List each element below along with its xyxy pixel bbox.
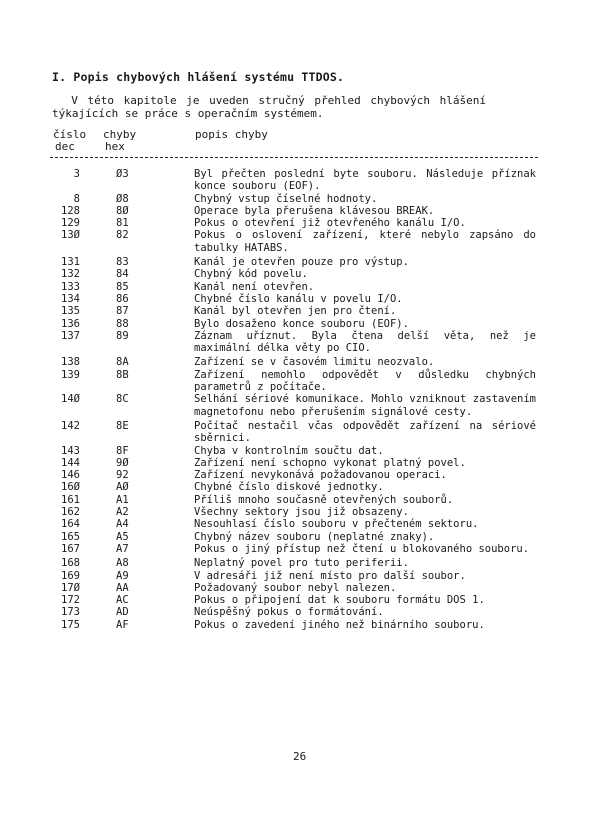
error-description: Nesouhlasí číslo souboru v přečteném sektoru. [194,518,479,531]
table-row [0,619,600,631]
error-code-hex: A9 [116,569,129,582]
error-code-dec: 8 [73,192,80,205]
error-description: Pokus o zavedení jiného než binárního souboru. [194,618,485,631]
error-code-hex: 81 [116,217,129,230]
error-code-dec: 142 [61,419,80,432]
error-description: Chybný kód povelu. [194,268,308,281]
error-description: Zařízení nevykonává požadovanou operaci. [194,469,447,482]
error-code-dec: 164 [61,518,80,531]
error-code-hex: 8C [116,393,129,406]
error-description: Příliš mnoho současně otevřených souborů. [194,493,454,506]
error-code-hex: A4 [116,518,129,531]
table-row [0,168,600,193]
error-description: Pokus o připojení dat k souboru formátu DOS 1. [194,594,485,607]
column-header-hex [103,129,136,153]
error-code-hex: 86 [116,292,129,305]
column-header-hex-sub: hex [105,140,125,153]
intro-line-2: týkajících se práce s operačním systémem. [52,107,324,120]
intro-line-1: V této kapitole je uveden stručný přehled chybových hlášení [52,94,486,107]
error-code-dec: 128 [61,204,80,217]
error-code-hex: AD [116,606,129,619]
error-description: Kanál není otevřen. [194,280,315,293]
error-code-dec: 168 [61,557,80,570]
error-code-dec: 136 [61,317,80,330]
error-code-dec: 165 [61,530,80,543]
table-row [0,594,600,606]
error-code-hex: A5 [116,530,129,543]
error-description: Kanál byl otevřen jen pro čtení. [194,305,397,318]
error-code-dec: 135 [61,305,80,318]
error-code-hex: 8F [116,444,129,457]
table-row [0,268,600,280]
error-code-dec: 129 [61,217,80,230]
error-description: Bylo dosaženo konce souboru (EOF). [194,317,409,330]
error-code-hex: 92 [116,469,129,482]
error-description: Všechny sektory jsou již obsazeny. [194,506,409,519]
error-code-dec: 138 [61,356,80,369]
error-code-hex: A7 [116,542,129,555]
error-description: Chybné číslo kanálu v povelu I/O. [194,292,403,305]
error-description: Požadovaný soubor nebyl nalezen. [194,581,397,594]
error-code-hex: A8 [116,557,129,570]
error-description: Pokus o oslovení zařízení, které nebylo zapsáno do tabulky HATABS. [194,229,536,254]
error-code-dec: 132 [61,268,80,281]
error-description: Selhání sériové komunikace. Mohlo vzniknout zastavením magnetofonu nebo přerušením signálové cesty. [194,393,536,418]
table-row [0,481,600,493]
error-description: Zařízení nemohlo odpovědět v důsledku chybných parametrů z počítače. [194,368,536,394]
error-code-dec: 133 [61,280,80,293]
error-code-hex: 89 [116,329,129,342]
error-code-dec: 137 [61,329,80,342]
error-code-hex: 8A [116,356,129,369]
error-code-dec: 146 [61,469,80,482]
table-row [0,293,600,305]
error-code-hex: 8E [116,419,129,432]
error-code-dec: 144 [61,456,80,469]
table-row [0,369,600,394]
error-code-hex: 82 [116,229,129,242]
error-code-hex: AØ [116,481,129,494]
error-description: Záznam uříznut. Byla čtena delší věta, než je maximální délka věty po CIO. [194,329,536,355]
table-row [0,506,600,518]
error-description: Počítač nestačil včas odpovědět zařízení na sériové sběrnici. [194,419,536,445]
table-row [0,229,600,254]
error-code-hex: 83 [116,256,129,269]
table-row [0,305,600,317]
table-row [0,356,600,368]
table-row [0,457,600,469]
table-row [0,531,600,543]
table-row [0,557,600,569]
error-description: Operace byla přerušena klávesou BREAK. [194,204,435,217]
error-code-hex: AC [116,594,129,607]
table-row [0,469,600,481]
column-header-desc [195,129,268,141]
table-row [0,393,600,418]
error-code-hex: AA [116,581,129,594]
error-code-hex: A2 [116,506,129,519]
intro-paragraph [52,94,542,120]
table-row [0,330,600,355]
table-row [0,318,600,330]
table-row [0,582,600,594]
error-code-dec: 172 [61,594,80,607]
table-row [0,543,600,555]
error-description: Zařízení není schopno vykonat platný povel. [194,456,466,469]
error-code-hex: A1 [116,493,129,506]
error-description: Neúspěšný pokus o formátování. [194,606,384,619]
error-description: V adresáři již není místo pro další soubor. [194,569,466,582]
error-code-hex: Ø3 [116,168,129,180]
error-description: Chybný název souboru (neplatné znaky). [194,530,435,543]
error-code-dec: 14Ø [61,393,80,406]
error-code-hex: 88 [116,317,129,330]
error-code-dec: 16Ø [61,481,80,494]
section-heading: I. Popis chybových hlášení systému TTDOS. [52,70,345,84]
error-code-hex: 85 [116,280,129,293]
column-header-desc-label: popis chyby [195,128,268,141]
table-row [0,281,600,293]
column-header-dec-sub: dec [55,140,75,153]
error-code-dec: 143 [61,444,80,457]
column-header-dec-label: číslo [53,128,87,141]
error-description: Chybné číslo diskové jednotky. [194,481,384,494]
error-code-dec: 173 [61,606,80,619]
table-row [0,205,600,217]
header-divider [50,157,538,158]
error-description: Chybný vstup číselné hodnoty. [194,192,378,205]
error-code-hex: 9Ø [116,456,129,469]
error-code-hex: 8B [116,368,129,381]
error-description: Zařízení se v časovém limitu neozvalo. [194,356,435,369]
error-code-dec: 17Ø [61,581,80,594]
error-code-dec: 161 [61,493,80,506]
table-row [0,420,600,445]
error-code-dec: 3 [73,168,80,180]
table-row [0,570,600,582]
error-code-dec: 169 [61,569,80,582]
error-table [0,168,600,631]
error-code-dec: 131 [61,256,80,269]
error-code-dec: 139 [61,368,80,381]
error-code-dec: 175 [61,618,80,631]
column-header-hex-label: chyby [103,128,137,141]
error-description: Neplatný povel pro tuto periferii. [194,557,409,570]
error-code-hex: 87 [116,305,129,318]
table-row [0,217,600,229]
error-description: Kanál je otevřen pouze pro výstup. [194,256,409,269]
error-code-hex: 8Ø [116,204,129,217]
error-code-dec: 13Ø [61,229,80,242]
error-description: Pokus o otevření již otevřeného kanálu I/O. [194,217,466,230]
table-row [0,494,600,506]
error-code-dec: 162 [61,506,80,519]
error-code-dec: 167 [61,542,80,555]
error-description: Pokus o jiný přístup než čtení u blokovaného souboru. [194,542,530,555]
error-code-hex: Ø8 [116,192,129,205]
error-description: Byl přečten poslední byte souboru. Následuje příznak konce souboru (EOF). [194,168,536,193]
table-row [0,606,600,618]
page-number: 26 [293,750,307,763]
error-code-dec: 134 [61,292,80,305]
table-row [0,256,600,268]
table-row [0,445,600,457]
error-code-hex: AF [116,618,129,631]
error-code-hex: 84 [116,268,129,281]
table-row [0,193,600,205]
table-row [0,518,600,530]
column-header-dec [53,129,86,153]
error-description: Chyba v kontrolním součtu dat. [194,444,384,457]
